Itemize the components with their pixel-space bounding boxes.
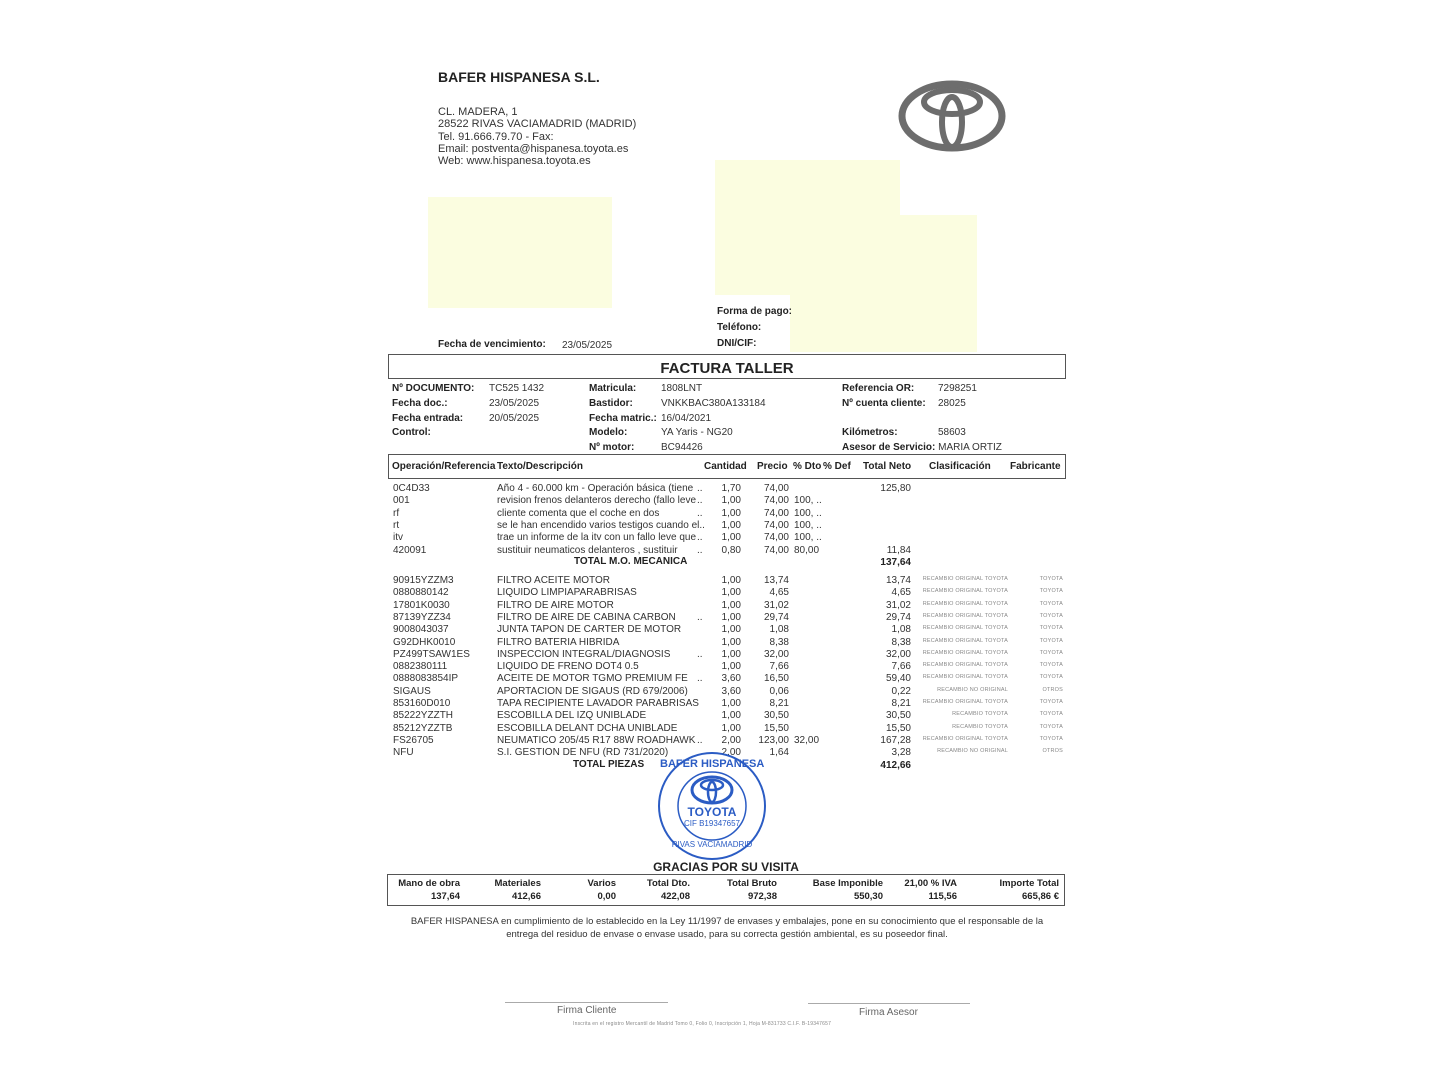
th-cantidad: Cantidad: [704, 461, 747, 472]
labor-total: 137,64: [880, 557, 911, 568]
row-description: ACEITE DE MOTOR TGMO PREMIUM FE: [497, 673, 688, 685]
company-stamp: [658, 752, 766, 860]
row-ref: 85212YZZTB: [393, 722, 453, 734]
row-description: APORTACION DE SIGAUS (RD 679/2006): [497, 685, 688, 697]
row-manufacturer: OTROS: [1042, 748, 1063, 755]
row-ref: 0C4D33: [393, 483, 430, 494]
asesor-value: MARIA ORTIZ: [938, 442, 1002, 454]
row-classification: RECAMBIO ORIGINAL TOYOTA: [922, 588, 1008, 595]
label: Nº cuenta cliente:: [842, 397, 926, 409]
bastidor-value: VNKKBAC380A133184: [661, 397, 766, 409]
row-description: TAPA RECIPIENTE LAVADOR PARABRISAS: [497, 698, 699, 709]
row-total: 125,80: [880, 483, 911, 494]
legal-line: entrega del residuo de envase o envase usado, para su correcta gestión ambiental, es su poseedor final.: [506, 928, 948, 940]
summary-value: 412,66: [511, 891, 541, 902]
row-manufacturer: TOYOTA: [1039, 699, 1063, 705]
label: Control:: [392, 427, 431, 439]
row-ref: FS26705: [393, 734, 434, 746]
row-manufacturer: OTROS: [1042, 686, 1063, 693]
row-quantity: 1,00: [721, 661, 741, 673]
stamp-bottom-text: RIVAS VACIAMADRID: [671, 840, 753, 849]
toyota-logo-icon: [898, 80, 1006, 152]
company-name: BAFER HISPANESA S.L.: [438, 69, 600, 85]
redacted-area: [428, 197, 612, 308]
row-quantity: 1,00: [721, 587, 741, 599]
summary-value: 422,08: [660, 891, 690, 902]
motor-value: BC94426: [661, 442, 703, 454]
row-classification: RECAMBIO ORIGINAL TOYOTA: [922, 662, 1008, 669]
row-total: 1,08: [891, 624, 911, 636]
row-description: trae un informe de la itv con un fallo leve que: [497, 532, 697, 544]
address-line: 28522 RIVAS VACIAMADRID (MADRID): [438, 118, 637, 131]
row-classification: RECAMBIO ORIGINAL TOYOTA: [922, 674, 1008, 681]
row-ref: 420091: [393, 544, 427, 556]
km-value: 58603: [938, 427, 966, 439]
row-ref: SIGAUS: [393, 685, 431, 697]
row-quantity: 1,00: [721, 575, 741, 586]
row-manufacturer: TOYOTA: [1039, 637, 1063, 644]
row-description: sustituir neumaticos delanteros , sustituir: [497, 544, 678, 556]
row-ref: rt: [393, 519, 400, 531]
row-classification: RECAMBIO ORIGINAL TOYOTA: [922, 600, 1008, 607]
summary-label: Materiales: [494, 878, 541, 889]
stamp-cif: CIF B19347657: [683, 819, 741, 828]
row-more-indicator: ..: [697, 495, 703, 507]
row-discount: 100, ..: [794, 495, 822, 507]
row-discount: 100, ..: [794, 507, 822, 519]
row-manufacturer: TOYOTA: [1039, 625, 1063, 632]
firma-cliente: Firma Cliente: [557, 1005, 617, 1016]
summary-label: Total Dto.: [646, 878, 690, 889]
row-discount: 80,00: [794, 544, 820, 556]
row-description: ESCOBILLA DELANT DCHA UNIBLADE: [497, 722, 678, 734]
row-total: 7,66: [891, 661, 911, 673]
row-classification: RECAMBIO ORIGINAL TOYOTA: [922, 612, 1008, 619]
row-price: 74,00: [763, 544, 789, 556]
row-price: 74,00: [763, 532, 789, 544]
row-price: 1,64: [769, 747, 789, 759]
th-clasificacion: Clasificación: [929, 461, 991, 472]
row-description: FILTRO DE AIRE DE CABINA CARBON: [497, 611, 676, 623]
label: Kilómetros:: [842, 427, 898, 439]
row-description: INSPECCION INTEGRAL/DIAGNOSIS: [497, 648, 671, 660]
summary-value: 137,64: [430, 891, 460, 902]
page-title: FACTURA TALLER: [660, 360, 794, 377]
info-col-3-values: [938, 382, 977, 441]
row-quantity: 1,00: [721, 636, 741, 648]
row-total: 59,40: [885, 673, 911, 685]
row-price: 74,00: [763, 507, 789, 519]
row-ref: G92DHK0010: [393, 636, 456, 648]
row-price: 0,06: [769, 685, 789, 697]
dni-label: DNI/CIF:: [717, 338, 757, 349]
row-ref: rf: [393, 507, 400, 519]
label: Asesor de Servicio:: [842, 442, 936, 454]
email: Email: postventa@hispanesa.toyota.es: [438, 142, 629, 155]
info-col-3: [842, 382, 1002, 456]
fecha-entrada-value: 20/05/2025: [489, 412, 540, 424]
summary-value: 0,00: [597, 891, 616, 902]
row-manufacturer: TOYOTA: [1039, 735, 1063, 742]
row-description: NEUMATICO 205/45 R17 88W ROADHAWK: [497, 734, 696, 746]
row-total: 4,65: [891, 587, 911, 599]
row-quantity: 1,00: [721, 611, 741, 623]
row-total: 29,74: [885, 611, 911, 623]
label: Fecha matric.:: [589, 412, 657, 424]
row-ref: 85222YZZTH: [393, 710, 454, 722]
documento-value: TC525 1432: [489, 383, 545, 394]
th-fabricante: Fabricante: [1010, 461, 1061, 472]
row-manufacturer: TOYOTA: [1039, 600, 1063, 607]
row-price: 8,38: [769, 636, 789, 648]
th-ref: Operación/Referencia: [392, 461, 496, 472]
info-col-1: [392, 382, 474, 441]
row-classification: RECAMBIO TOYOTA: [952, 723, 1008, 730]
row-ref: PZ499TSAW1ES: [393, 648, 470, 660]
row-quantity: 1,00: [721, 624, 741, 636]
row-price: 13,74: [763, 575, 789, 586]
label: Fecha entrada:: [392, 412, 464, 424]
row-description: JUNTA TAPON DE CARTER DE MOTOR: [497, 624, 682, 636]
th-precio: Precio: [757, 461, 788, 472]
row-description: Año 4 - 60.000 km - Operación básica (tiene: [497, 483, 694, 494]
summary-value: 550,30: [853, 891, 883, 902]
row-price: 4,65: [769, 587, 789, 599]
row-total: 8,38: [891, 636, 911, 648]
labor-total-label: TOTAL M.O. MECANICA: [574, 556, 688, 567]
row-ref: NFU: [393, 747, 414, 759]
row-classification: RECAMBIO ORIGINAL TOYOTA: [922, 625, 1008, 632]
parts-total: 412,66: [880, 760, 911, 771]
stamp-brand: TOYOTA: [687, 805, 737, 819]
row-classification: RECAMBIO NO ORIGINAL: [937, 748, 1008, 755]
row-description: se le han encendido varios testigos cuando el..: [497, 519, 705, 531]
fecha-matric-value: 16/04/2021: [661, 412, 712, 424]
row-quantity: 0,80: [721, 544, 741, 556]
row-ref: 17801K0030: [393, 599, 450, 611]
signature-line: [505, 1002, 668, 1003]
row-quantity: 1,00: [721, 698, 741, 709]
stamp-top-text: BAFER HISPANESA: [660, 758, 765, 770]
row-manufacturer: TOYOTA: [1039, 649, 1063, 656]
row-description: FILTRO DE AIRE MOTOR: [497, 599, 614, 611]
row-price: 74,00: [763, 483, 789, 494]
row-classification: RECAMBIO ORIGINAL TOYOTA: [922, 735, 1008, 742]
th-def: % Def: [823, 461, 851, 472]
summary-label: Base Imponible: [812, 878, 883, 889]
row-total: 13,74: [885, 575, 911, 586]
legal-line: BAFER HISPANESA en cumplimiento de lo establecido en la Ley 11/1997 de envases y embalajes, pone en su conocimiento que el responsable de la: [410, 916, 1044, 927]
parts-total-label: TOTAL PIEZAS: [573, 759, 645, 770]
row-quantity: 1,00: [721, 648, 741, 660]
telefono-label: Teléfono:: [717, 322, 762, 333]
th-dto: % Dto: [793, 461, 822, 472]
row-manufacturer: TOYOTA: [1039, 612, 1063, 619]
row-ref: 9008043037: [393, 624, 449, 636]
row-quantity: 3,60: [721, 673, 741, 685]
row-classification: RECAMBIO ORIGINAL TOYOTA: [922, 649, 1008, 656]
row-classification: RECAMBIO TOYOTA: [952, 711, 1008, 718]
forma-pago-label: Forma de pago:: [717, 306, 793, 317]
address-line: CL. MADERA, 1: [438, 106, 518, 118]
row-more-indicator: ..: [697, 483, 703, 494]
row-more-indicator: ..: [697, 648, 703, 660]
row-total: 8,21: [891, 698, 911, 709]
row-more-indicator: ..: [697, 734, 703, 746]
row-manufacturer: TOYOTA: [1039, 588, 1063, 595]
row-more-indicator: ..: [697, 507, 703, 519]
row-quantity: 1,00: [721, 495, 741, 507]
row-description: LIQUIDO LIMPIAPARABRISAS: [497, 587, 637, 599]
thanks-text: GRACIAS POR SU VISITA: [653, 860, 799, 874]
redacted-area: [790, 215, 977, 352]
summary-label: Importe Total: [999, 878, 1059, 889]
summary-label: 21,00 % IVA: [904, 878, 957, 889]
row-price: 29,74: [763, 611, 789, 623]
row-description: cliente comenta que el coche en dos: [497, 507, 660, 519]
row-price: 74,00: [763, 519, 789, 531]
row-description: FILTRO BATERIA HIBRIDA: [497, 636, 620, 648]
row-discount: 100, ..: [794, 519, 822, 531]
row-total: 11,84: [886, 544, 911, 556]
summary-value: 115,56: [928, 891, 957, 902]
row-price: 16,50: [763, 673, 789, 685]
row-quantity: 1,00: [721, 710, 741, 722]
row-quantity: 3,60: [721, 685, 741, 697]
row-manufacturer: TOYOTA: [1039, 674, 1063, 681]
row-total: 32,00: [885, 648, 911, 660]
row-price: 7,66: [769, 661, 789, 673]
row-classification: RECAMBIO ORIGINAL TOYOTA: [922, 699, 1008, 705]
row-discount: 32,00: [794, 734, 820, 746]
row-description: revision frenos delanteros derecho (fallo leve: [497, 495, 696, 507]
row-ref: 0888083854IP: [393, 673, 459, 685]
label: Bastidor:: [589, 397, 633, 409]
row-more-indicator: ..: [697, 673, 703, 685]
row-description: S.I. GESTION DE NFU (RD 731/2020): [497, 747, 669, 759]
row-ref: 001: [393, 495, 410, 507]
row-quantity: 1,00: [721, 722, 741, 734]
summary-label: Total Bruto: [727, 878, 777, 889]
summary-value: 972,38: [747, 891, 777, 902]
row-ref: itv: [393, 532, 403, 544]
row-description: ESCOBILLA DEL IZQ UNIBLADE: [497, 710, 647, 722]
firma-asesor: Firma Asesor: [859, 1007, 918, 1018]
row-price: 1,08: [769, 624, 789, 636]
th-desc: Texto/Descripción: [497, 461, 583, 472]
label: Nº motor:: [589, 442, 635, 454]
label: Nº DOCUMENTO:: [392, 383, 475, 394]
row-ref: 87139YZZ34: [393, 611, 451, 623]
legal-notice: [388, 916, 1066, 941]
info-col-1-values: [489, 382, 544, 426]
row-quantity: 1,00: [721, 532, 741, 544]
row-description: LIQUIDO DE FRENO DOT4 0.5: [497, 661, 639, 673]
modelo-value: YA Yaris - NG20: [661, 427, 733, 439]
row-total: 3,28: [891, 747, 911, 759]
summary-label: Varios: [587, 878, 616, 889]
registry-text: Inscrita en el registro Mercantil de Madrid Tomo 0, Folio 0, Inscripción 1, Hoja M-831733 C.I.F. B-19347657: [573, 1021, 832, 1027]
company-address: [438, 106, 636, 167]
row-manufacturer: TOYOTA: [1039, 711, 1063, 718]
row-price: 8,21: [769, 698, 789, 709]
row-manufacturer: TOYOTA: [1039, 723, 1063, 730]
row-classification: RECAMBIO NO ORIGINAL: [937, 686, 1008, 693]
row-more-indicator: ..: [697, 611, 703, 623]
row-quantity: 1,00: [721, 599, 741, 611]
row-price: 31,02: [763, 599, 789, 611]
row-description: FILTRO ACEITE MOTOR: [497, 575, 610, 586]
fecha-doc-value: 23/05/2025: [489, 397, 540, 409]
row-total: 31,02: [885, 599, 911, 611]
row-total: 167,28: [880, 734, 911, 746]
row-total: 0,22: [891, 685, 911, 697]
summary-label: Mano de obra: [398, 878, 460, 889]
row-quantity: 1,00: [721, 507, 741, 519]
label: Fecha doc.:: [392, 397, 448, 409]
row-quantity: 2,00: [721, 734, 741, 746]
row-price: 15,50: [763, 722, 789, 734]
info-col-2-values: [661, 382, 766, 456]
row-classification: RECAMBIO ORIGINAL TOYOTA: [922, 576, 1008, 582]
row-ref: 853160D010: [393, 698, 451, 709]
row-price: 32,00: [763, 648, 789, 660]
row-ref: 0882380111: [393, 661, 448, 673]
web: Web: www.hispanesa.toyota.es: [438, 155, 591, 168]
label: Matricula:: [589, 383, 637, 394]
row-classification: RECAMBIO ORIGINAL TOYOTA: [922, 637, 1008, 644]
signature-line: [808, 1003, 970, 1004]
row-manufacturer: TOYOTA: [1039, 662, 1063, 669]
phone: Tel. 91.666.79.70 - Fax:: [438, 130, 554, 143]
row-ref: 0880880142: [393, 587, 449, 599]
ref-or-value: 7298251: [938, 383, 977, 394]
label: Modelo:: [589, 427, 628, 439]
summary-value: 665,86 €: [1022, 891, 1059, 902]
row-ref: 90915YZZM3: [393, 575, 454, 586]
matricula-value: 1808LNT: [661, 383, 703, 394]
th-total: Total Neto: [863, 461, 912, 472]
row-discount: 100, ..: [794, 532, 822, 544]
info-col-2: [589, 382, 657, 456]
row-more-indicator: ..: [697, 544, 703, 556]
row-quantity: 1,70: [721, 483, 741, 494]
vencimiento-value: 23/05/2025: [562, 340, 613, 351]
row-price: 30,50: [763, 710, 789, 722]
cuenta-value: 28025: [938, 397, 966, 409]
row-quantity: 1,00: [721, 519, 741, 531]
label: Referencia OR:: [842, 383, 915, 394]
vencimiento-label: Fecha de vencimiento:: [438, 339, 546, 350]
row-more-indicator: ..: [697, 532, 703, 544]
row-total: 15,50: [885, 722, 911, 734]
row-price: 123,00: [758, 734, 789, 746]
row-manufacturer: TOYOTA: [1039, 576, 1063, 582]
row-price: 74,00: [763, 495, 789, 507]
row-quantity: 2,00: [721, 747, 741, 759]
row-total: 30,50: [885, 710, 911, 722]
